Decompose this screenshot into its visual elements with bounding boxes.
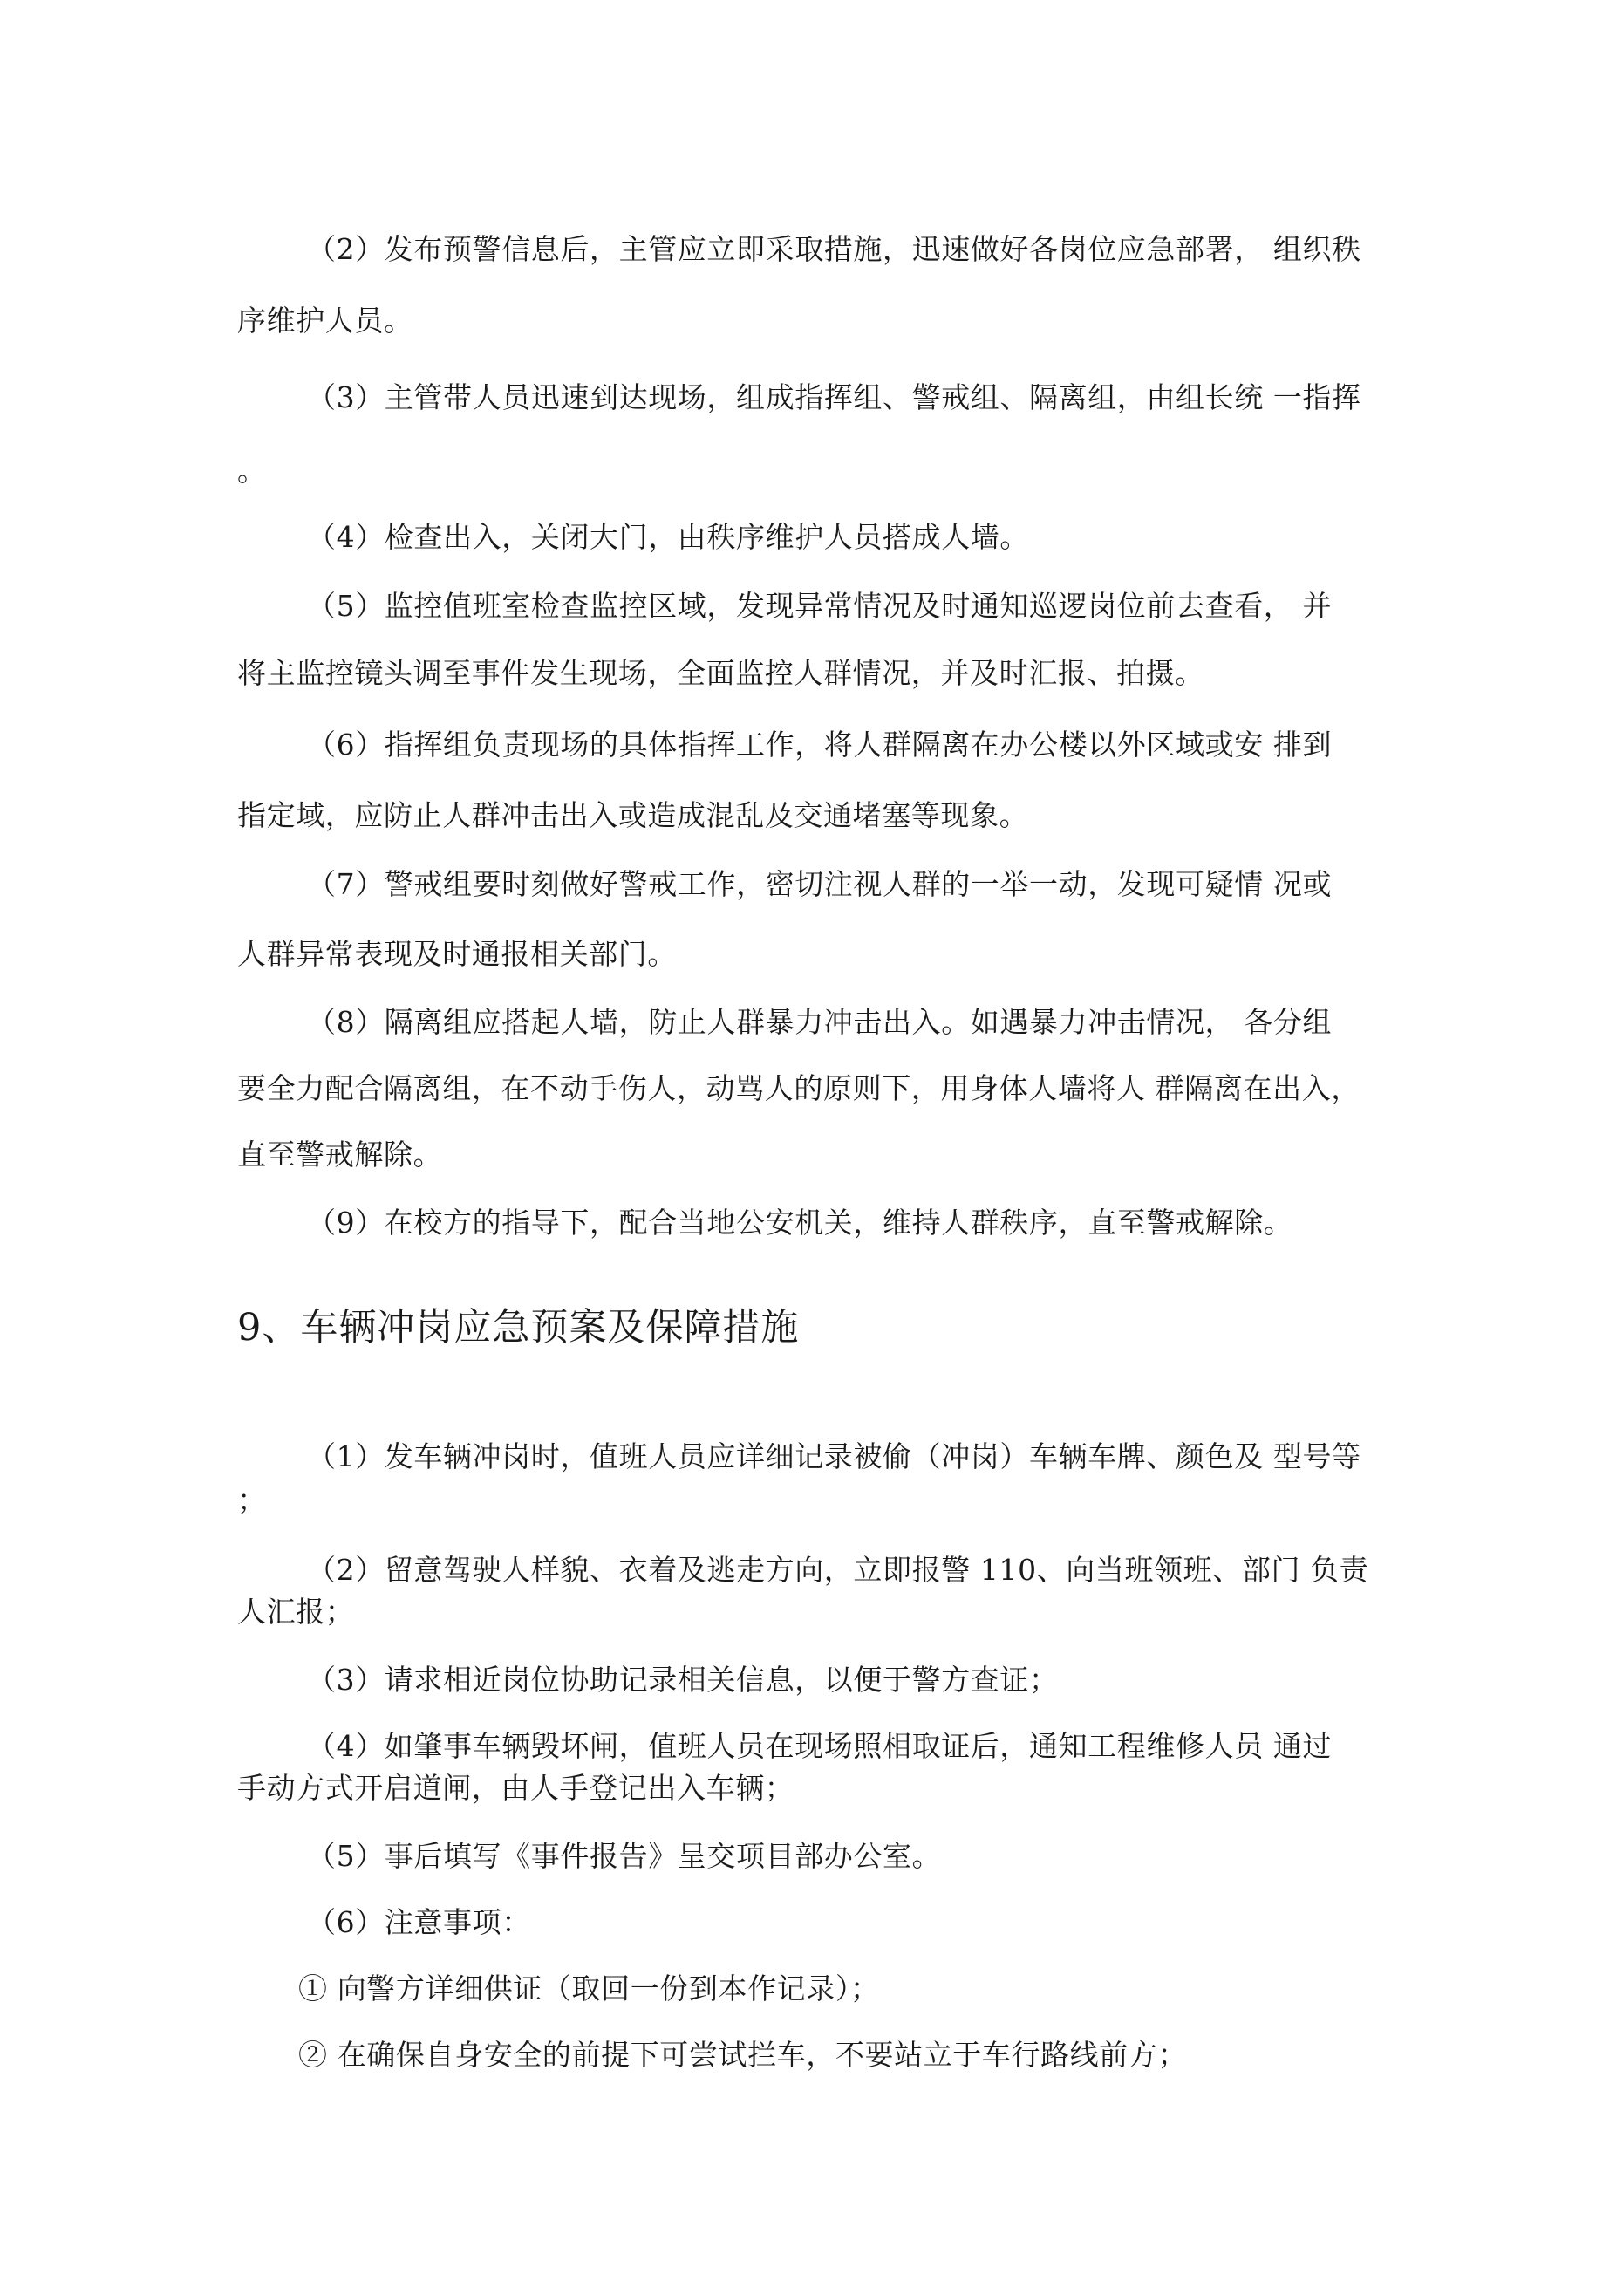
paragraph-9-line-1: （9）在校方的指导下，配合当地公安机关，维持人群秩序，直至警戒解除。 bbox=[307, 1206, 1293, 1240]
paragraph-3-line-1: （3）主管带人员迅速到达现场，组成指挥组、警戒组、隔离组，由组长统 一指挥 bbox=[307, 380, 1361, 414]
paragraph-5-line-1: （5）监控值班室检查监控区域，发现异常情况及时通知巡逻岗位前去查看， 并 bbox=[307, 589, 1333, 623]
paragraph-7-line-1: （7）警戒组要时刻做好警戒工作，密切注视人群的一举一动，发现可疑情 况或 bbox=[307, 867, 1333, 901]
paragraph-6-line-1: （6）指挥组负责现场的具体指挥工作，将人群隔离在办公楼以外区域或安 排到 bbox=[307, 728, 1333, 762]
paragraph-7-line-2: 人群异常表现及时通报相关部门。 bbox=[237, 937, 677, 971]
item-2-line-1: （2）留意驾驶人样貌、衣着及逃走方向，立即报警 110、向当班领班、部门 负责 bbox=[307, 1553, 1369, 1587]
item-4-line-1: （4）如肇事车辆毁坏闸，值班人员在现场照相取证后，通知工程维修人员 通过 bbox=[307, 1729, 1333, 1763]
paragraph-5-line-2: 将主监控镜头调至事件发生现场，全面监控人群情况，并及时汇报、拍摄。 bbox=[237, 656, 1204, 690]
item-5-line-1: （5）事后填写《事件报告》呈交项目部办公室。 bbox=[307, 1839, 942, 1873]
paragraph-8-line-3: 直至警戒解除。 bbox=[237, 1138, 443, 1172]
paragraph-6-line-2: 指定域，应防止人群冲击出入或造成混乱及交通堵塞等现象。 bbox=[237, 798, 1029, 832]
item-6-line-1: （6）注意事项： bbox=[307, 1905, 531, 1939]
paragraph-2-line-1: （2）发布预警信息后，主管应立即采取措施，迅速做好各岗位应急部署， 组织秩 bbox=[307, 232, 1361, 266]
item-1-line-2: ； bbox=[237, 1483, 267, 1517]
paragraph-4-line-1: （4）检查出入，关闭大门，由秩序维护人员搭成人墙。 bbox=[307, 520, 1029, 554]
paragraph-8-line-2: 要全力配合隔离组，在不动手伤人，动骂人的原则下，用身体人墙将人 群隔离在出入， bbox=[237, 1071, 1360, 1105]
note-1: ① 向警方详细供证（取回一份到本作记录）； bbox=[298, 1971, 880, 2006]
note-2: ② 在确保自身安全的前提下可尝试拦车，不要站立于车行路线前方； bbox=[298, 2038, 1188, 2072]
section-heading: 9、车辆冲岗应急预案及保障措施 bbox=[237, 1306, 800, 1350]
paragraph-2-line-2: 序维护人员。 bbox=[237, 304, 413, 338]
item-4-line-2: 手动方式开启道闸，由人手登记出入车辆； bbox=[237, 1771, 794, 1805]
item-3-line-1: （3）请求相近岗位协助记录相关信息，以便于警方查证； bbox=[307, 1663, 1059, 1697]
paragraph-8-line-1: （8）隔离组应搭起人墙，防止人群暴力冲击出入。如遇暴力冲击情况， 各分组 bbox=[307, 1005, 1333, 1039]
item-1-line-1: （1）发车辆冲岗时，值班人员应详细记录被偷（冲岗）车辆车牌、颜色及 型号等 bbox=[307, 1439, 1361, 1473]
item-2-line-2: 人汇报； bbox=[237, 1595, 355, 1629]
paragraph-3-line-2: 。 bbox=[237, 454, 267, 488]
